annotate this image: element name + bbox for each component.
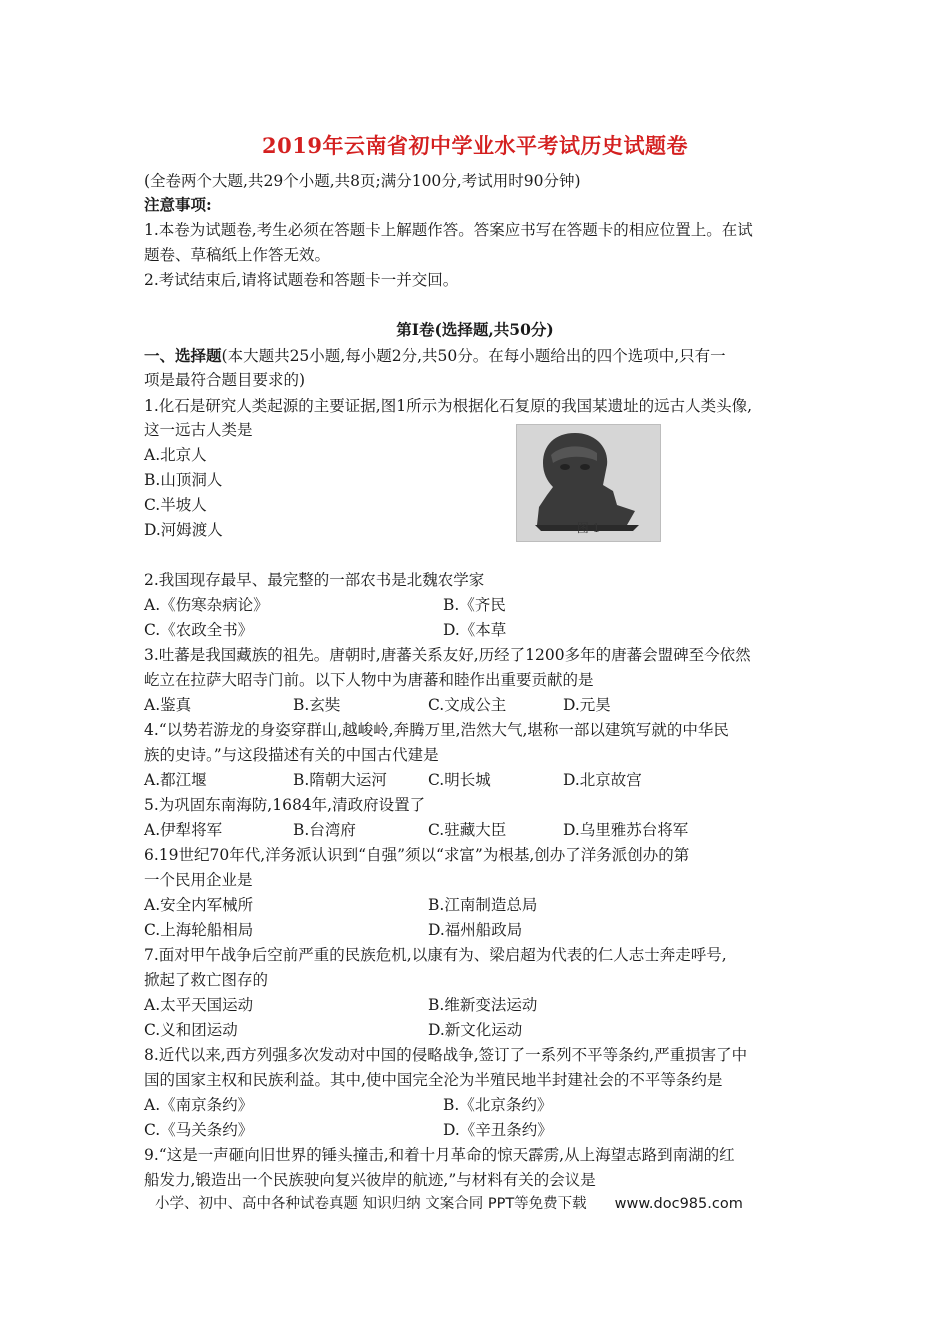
q9-stem-a: 9.“这是一声砸向旧世界的锤头撞击,和着十月革命的惊天霹雳,从上海望志路到南湖的红 bbox=[144, 1146, 735, 1164]
q4-option-b: B.隋朝大运河 bbox=[293, 771, 387, 789]
q9-stem-b: 船发力,锻造出一个民族驶向复兴彼岸的航迹,”与材料有关的会议是 bbox=[144, 1171, 596, 1189]
footer-text: 小学、初中、高中各种试卷真题 知识归纳 文案合同 PPT等免费下载 bbox=[155, 1196, 587, 1212]
q5-stem: 5.为巩固东南海防,1684年,清政府设置了 bbox=[144, 796, 426, 814]
q4-stem-b: 族的史诗。”与这段描述有关的中国古代建是 bbox=[144, 746, 439, 764]
q2-stem: 2.我国现存最早、最完整的一部农书是北魏农学家 bbox=[144, 571, 485, 589]
section-heading: 第Ⅰ卷(选择题,共50分) bbox=[396, 320, 554, 339]
q2-option-a: A.《伤寒杂病论》 bbox=[144, 596, 269, 614]
q1-option-b: B.山顶洞人 bbox=[144, 471, 223, 489]
figure-caption: 图 1 bbox=[576, 521, 601, 535]
q8-stem-b: 国的国家主权和民族利益。其中,使中国完全沦为半殖民地半封建社会的不平等条约是 bbox=[144, 1071, 723, 1089]
q3-option-c: C.文成公主 bbox=[428, 696, 507, 714]
q3-stem-b: 屹立在拉萨大昭寺门前。以下人物中为唐蕃和睦作出重要贡献的是 bbox=[144, 671, 594, 689]
notice-1b: 题卷、草稿纸上作答无效。 bbox=[144, 246, 331, 264]
q6-option-d: D.福州船政局 bbox=[428, 921, 523, 939]
q6-option-a: A.安全内军械所 bbox=[144, 896, 254, 914]
notice-title: 注意事项: bbox=[144, 195, 212, 214]
q7-stem-a: 7.面对甲午战争后空前严重的民族危机,以康有为、梁启超为代表的仁人志士奔走呼号, bbox=[144, 946, 727, 964]
q2-option-c: C.《农政全书》 bbox=[144, 621, 254, 639]
section-intro-b: 项是最符合题目要求的) bbox=[144, 371, 306, 389]
q1-stem-a: 1.化石是研究人类起源的主要证据,图1所示为根据化石复原的我国某遗址的远古人类头像, bbox=[144, 397, 753, 415]
q6-option-b: B.江南制造总局 bbox=[428, 896, 538, 914]
q7-option-a: A.太平天国运动 bbox=[144, 996, 254, 1014]
notice-1a: 1.本卷为试题卷,考生必须在答题卡上解题作答。答案应书写在答题卡的相应位置上。在试 bbox=[144, 221, 753, 239]
q7-option-c: C.义和团运动 bbox=[144, 1021, 238, 1039]
q1-stem-b: 这一远古人类是 bbox=[144, 421, 253, 439]
exam-info: (全卷两个大题,共29个小题,共8页;满分100分,考试用时90分钟) bbox=[144, 172, 581, 190]
page-title: 2019年云南省初中学业水平考试历史试题卷 bbox=[262, 133, 688, 158]
section-intro-text: (本大题共25小题,每小题2分,共50分。在每小题给出的四个选项中,只有一 bbox=[221, 347, 726, 365]
q6-stem-a: 6.19世纪70年代,洋务派认识到“自强”须以“求富”为根基,创办了洋务派创办的第 bbox=[144, 846, 690, 864]
q3-option-a: A.鉴真 bbox=[144, 696, 192, 714]
q5-option-d: D.乌里雅苏台将军 bbox=[563, 821, 689, 839]
q3-option-d: D.元昊 bbox=[563, 696, 611, 714]
q1-option-d: D.河姆渡人 bbox=[144, 521, 223, 539]
q7-stem-b: 掀起了救亡图存的 bbox=[144, 971, 269, 989]
q3-stem-a: 3.吐蕃是我国藏族的祖先。唐朝时,唐蕃关系友好,历经了1200多年的唐蕃会盟碑至今依然 bbox=[144, 646, 751, 664]
q5-option-c: C.驻藏大臣 bbox=[428, 821, 507, 839]
q1-option-c: C.半坡人 bbox=[144, 496, 207, 514]
footer-url[interactable]: www.doc985.com bbox=[614, 1196, 743, 1212]
q1-option-a: A.北京人 bbox=[144, 446, 207, 464]
q8-option-d: D.《辛丑条约》 bbox=[443, 1121, 553, 1139]
footer bbox=[155, 1192, 743, 1213]
q7-option-b: B.维新变法运动 bbox=[428, 996, 538, 1014]
q3-option-b: B.玄奘 bbox=[293, 696, 341, 714]
q6-option-c: C.上海轮船相局 bbox=[144, 921, 254, 939]
q2-option-b: B.《齐民 bbox=[443, 596, 506, 614]
notice-2: 2.考试结束后,请将试题卷和答题卡一并交回。 bbox=[144, 271, 459, 289]
q8-stem-a: 8.近代以来,西方列强多次发动对中国的侵略战争,签订了一系列不平等条约,严重损害了中 bbox=[144, 1046, 748, 1064]
q8-option-c: C.《马关条约》 bbox=[144, 1121, 254, 1139]
q5-option-a: A.伊犁将军 bbox=[144, 821, 223, 839]
q8-option-a: A.《南京条约》 bbox=[144, 1096, 254, 1114]
q4-option-a: A.都江堰 bbox=[144, 771, 207, 789]
q2-option-d: D.《本草 bbox=[443, 621, 507, 639]
q4-stem-a: 4.“以势若游龙的身姿穿群山,越峻岭,奔腾万里,浩然大气,堪称一部以建筑写就的中华民 bbox=[144, 721, 729, 739]
section-intro-a bbox=[144, 346, 726, 366]
section-label: 一、选择题 bbox=[144, 346, 222, 365]
q4-option-c: C.明长城 bbox=[428, 771, 491, 789]
q8-option-b: B.《北京条约》 bbox=[443, 1096, 553, 1114]
figure-1-skull-bust bbox=[516, 424, 661, 542]
q7-option-d: D.新文化运动 bbox=[428, 1021, 523, 1039]
q4-option-d: D.北京故宫 bbox=[563, 771, 642, 789]
q6-stem-b: 一个民用企业是 bbox=[144, 871, 253, 889]
q5-option-b: B.台湾府 bbox=[293, 821, 356, 839]
